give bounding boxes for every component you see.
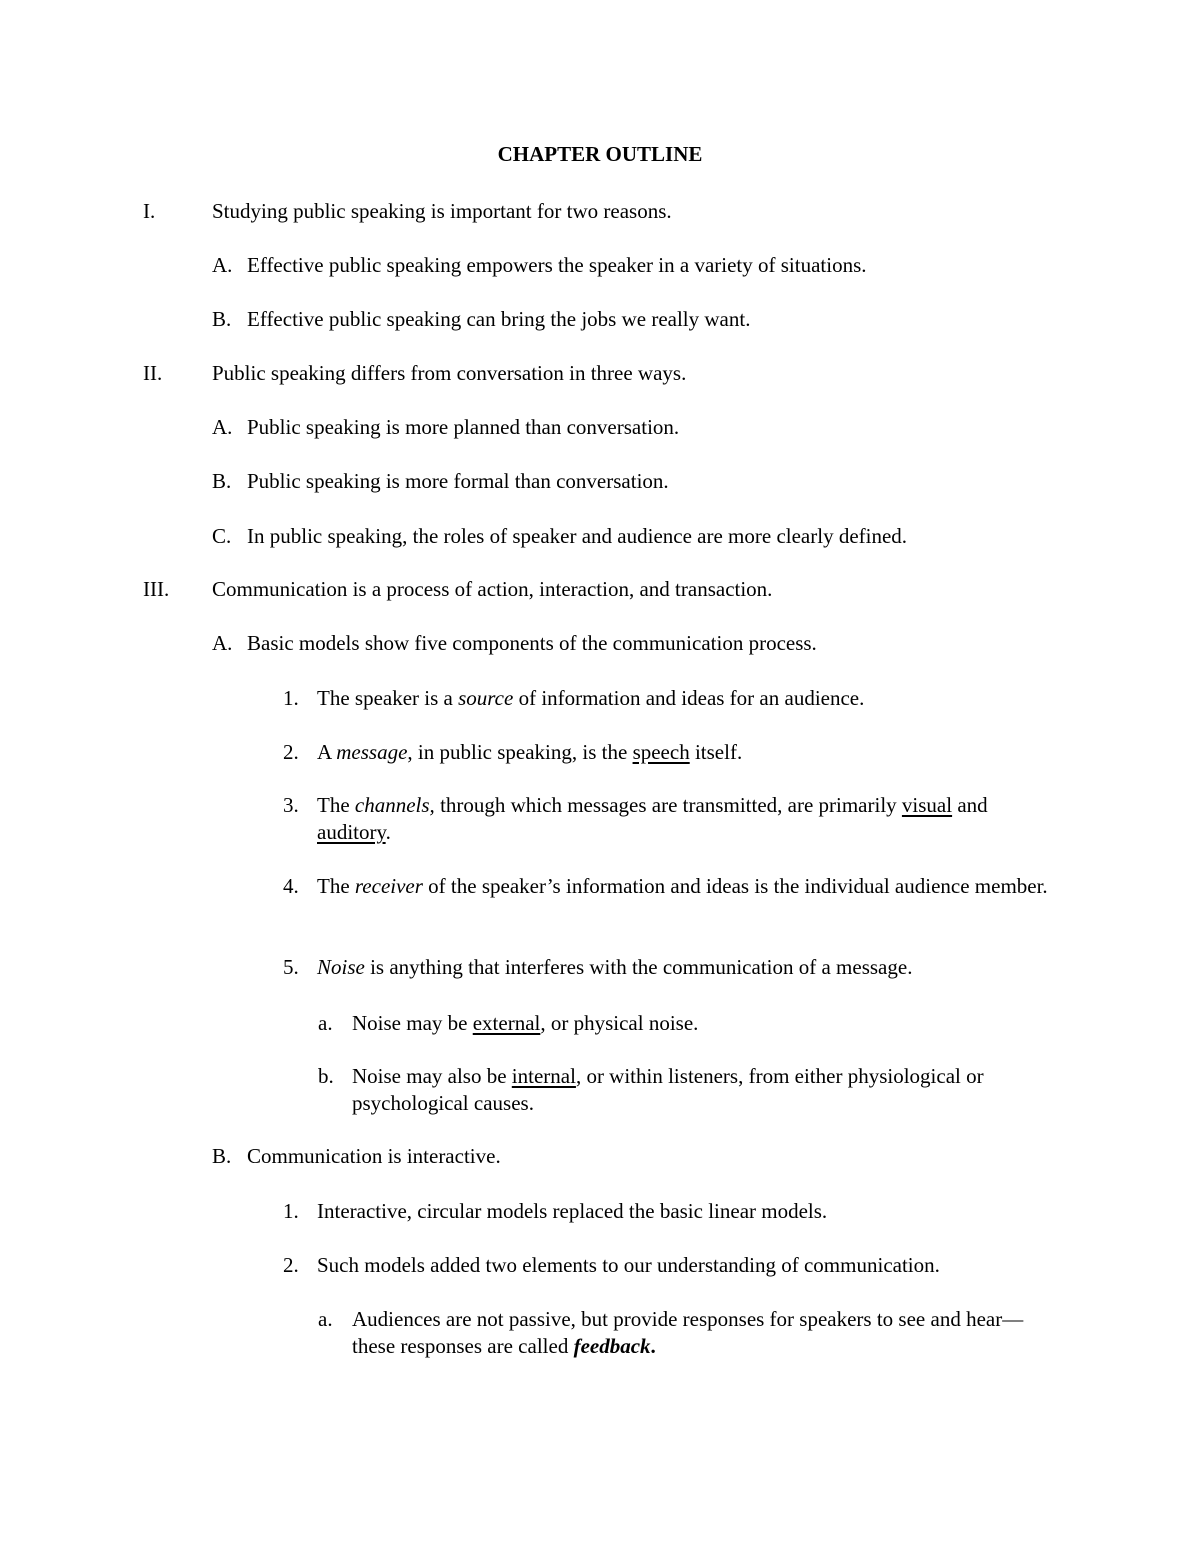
- outline-item-I-B: Effective public speaking can bring the jobs we really want.: [247, 307, 751, 331]
- underlined-visual: visual: [901, 793, 953, 817]
- outline-item-II-B: Public speaking is more formal than conversation.: [247, 469, 669, 493]
- term-feedback: feedback: [573, 1334, 651, 1358]
- outline-marker-II-C: C.: [212, 524, 232, 548]
- outline-item-III-B-2: Such models added two elements to our understanding of communication.: [317, 1253, 940, 1277]
- underlined-auditory: auditory: [317, 820, 386, 844]
- underlined-speech: speech: [632, 740, 690, 764]
- outline-marker-I-B: B.: [212, 307, 232, 331]
- outline-marker-II-B: B.: [212, 469, 232, 493]
- underlined-internal: internal: [511, 1064, 576, 1088]
- outline-item-III-A: Basic models show five components of the communication process.: [247, 631, 817, 655]
- outline-item-I: Studying public speaking is important for two reasons.: [212, 199, 672, 223]
- outline-item-III-A-3: The channels, through which messages are transmitted, are primarily visual and auditory.: [317, 793, 988, 844]
- outline-item-III-A-2: A message, in public speaking, is the speech itself.: [317, 740, 743, 764]
- outline-marker-III-B-2: 2.: [283, 1253, 299, 1277]
- term-message: message: [336, 740, 408, 764]
- outline-marker-III: III.: [143, 577, 170, 601]
- term-noise: Noise: [317, 955, 365, 979]
- outline-marker-III-B-2-a: a.: [318, 1307, 333, 1331]
- outline-item-III-B-2-a: Audiences are not passive, but provide responses for speakers to see and hear—these responses are called feedback.: [352, 1307, 1024, 1358]
- outline-item-III: Communication is a process of action, interaction, and transaction.: [212, 577, 773, 601]
- outline-marker-III-A-4: 4.: [283, 874, 299, 898]
- outline-item-III-A-5-b: Noise may also be internal, or within listeners, from either physiological or psychological causes.: [352, 1064, 984, 1115]
- outline-marker-III-B: B.: [212, 1144, 232, 1168]
- term-receiver: receiver: [354, 874, 423, 898]
- outline-marker-III-A-5: 5.: [283, 955, 299, 979]
- outline-marker-III-A-2: 2.: [283, 740, 299, 764]
- outline-item-III-B-1: Interactive, circular models replaced the basic linear models.: [317, 1199, 828, 1223]
- outline-item-II-C: In public speaking, the roles of speaker and audience are more clearly defined.: [247, 524, 908, 548]
- outline-item-II: Public speaking differs from conversation in three ways.: [212, 361, 687, 385]
- outline-marker-III-A: A.: [212, 631, 233, 655]
- outline-marker-II: II.: [143, 361, 163, 385]
- outline-marker-III-A-5-a: a.: [318, 1011, 333, 1035]
- outline-item-I-A: Effective public speaking empowers the speaker in a variety of situations.: [247, 253, 867, 277]
- underlined-external: external: [472, 1011, 541, 1035]
- outline-marker-III-A-5-b: b.: [318, 1064, 334, 1088]
- outline-item-III-A-1: The speaker is a source of information and ideas for an audience.: [317, 686, 865, 710]
- outline-item-III-B: Communication is interactive.: [247, 1144, 501, 1168]
- outline-marker-III-A-1: 1.: [283, 686, 299, 710]
- page-title: CHAPTER OUTLINE: [497, 142, 703, 166]
- outline-marker-II-A: A.: [212, 415, 233, 439]
- term-channels: channels,: [354, 793, 435, 817]
- term-source: source: [458, 686, 514, 710]
- outline-item-III-A-5: Noise is anything that interferes with the communication of a message.: [317, 955, 913, 979]
- outline-marker-I: I.: [143, 199, 156, 223]
- outline-marker-I-A: A.: [212, 253, 233, 277]
- outline-marker-III-A-3: 3.: [283, 793, 299, 817]
- outline-item-III-A-5-a: Noise may be external, or physical noise.: [352, 1011, 699, 1035]
- outline-marker-III-B-1: 1.: [283, 1199, 299, 1223]
- outline-item-II-A: Public speaking is more planned than conversation.: [247, 415, 680, 439]
- outline-item-III-A-4: The receiver of the speaker’s information and ideas is the individual audience member.: [317, 874, 1048, 898]
